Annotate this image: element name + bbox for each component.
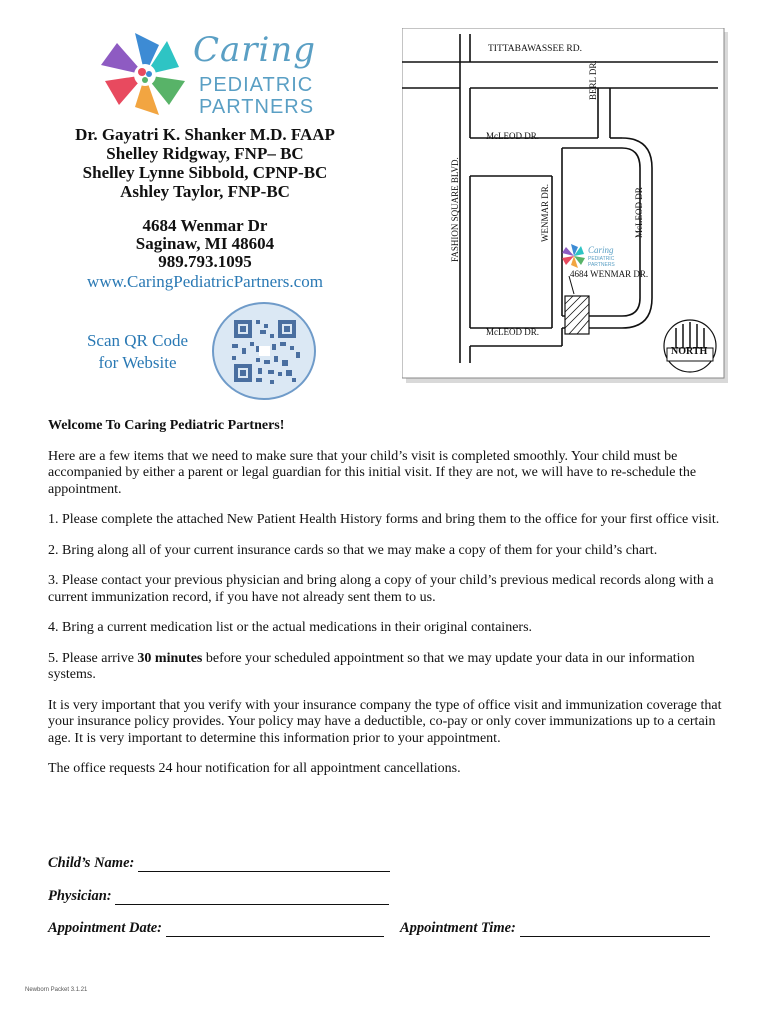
child-name-row	[48, 855, 390, 872]
qr-caption-line-1: Scan QR Code	[86, 331, 189, 350]
physician-field[interactable]	[115, 890, 389, 905]
logo-line-2: PARTNERS	[199, 96, 315, 118]
map-label-tittabawassee: TITTABAWASSEE RD.	[488, 44, 583, 54]
appointment-date-field[interactable]	[166, 922, 384, 937]
map-label-mcleod-right: McLEOD DR	[634, 187, 644, 238]
appointment-date-label: Appointment Date:	[48, 920, 162, 936]
arrival-time: 30 minutes	[137, 650, 203, 666]
intro-paragraph: Here are a few items that we need to make sure that your child’s visit is completed smoothly. Your child must be accompanied by either a parent or legal guardian for this initial visit. If they are not, we will have to re-schedule the appointment.	[48, 448, 697, 497]
provider-name: Dr. Gayatri K. Shanker M.D. FAAP	[75, 125, 335, 144]
qr-code-icon[interactable]	[212, 302, 317, 400]
physician-label: Physician:	[48, 888, 112, 904]
instruction-item: 4. Bring a current medication list or the actual medications in their original containers.	[48, 620, 533, 635]
practice-address	[40, 217, 370, 271]
map-mini-logo-line-1: PEDIATRIC	[588, 256, 615, 262]
item5-pre: 5. Please arrive	[48, 650, 138, 666]
map-label-wenmar: WENMAR DR.	[540, 184, 550, 242]
insurance-paragraph: It is very important that you verify with your insurance company the type of office visit and immunization coverage that your insurance policy provides. Your policy may have a deductible, co-pay or only cover immunizations up to a certain age. It is very important to determine this information prior to your appointment.	[48, 697, 722, 746]
appointment-time-label: Appointment Time:	[400, 920, 516, 936]
child-name-label: Child’s Name:	[48, 855, 135, 871]
map-mini-logo-script: Caring	[588, 245, 614, 255]
logo-script-text: Caring	[193, 30, 317, 70]
pinwheel-icon	[95, 30, 190, 120]
instruction-item	[48, 651, 728, 684]
map-label-mcleod-top: McLEOD DR.	[486, 131, 539, 141]
map-mini-logo-line-2: PARTNERS	[588, 262, 615, 268]
cancellation-paragraph: The office requests 24 hour notification for all appointment cancellations.	[48, 761, 461, 776]
website-link[interactable]: www.CaringPediatricPartners.com	[87, 272, 323, 291]
map-label-fashion-square: FASHION SQUARE BLVD.	[450, 157, 460, 262]
instruction-item: 2. Bring along all of your current insurance cards so that we may make a copy of them for your child’s chart.	[48, 542, 658, 558]
item5-post: before your scheduled appointment so that we may update your data in our information systems.	[48, 650, 695, 682]
appointment-time-row	[400, 920, 710, 937]
appointment-time-field[interactable]	[520, 922, 710, 937]
child-name-field[interactable]	[138, 857, 390, 872]
letter-body	[48, 418, 728, 792]
provider-list	[40, 125, 370, 201]
phone-number: 989.793.1095	[158, 252, 252, 271]
city-state-zip: Saginaw, MI 48604	[135, 234, 275, 253]
welcome-heading: Welcome To Caring Pediatric Partners!	[48, 418, 285, 433]
map-label-mcleod-bottom: McLEOD DR.	[486, 327, 539, 337]
physician-row	[48, 888, 389, 905]
qr-caption-line-2: for Website	[98, 353, 177, 372]
street-address: 4684 Wenmar Dr	[142, 216, 268, 235]
provider-name: Shelley Ridgway, FNP– BC	[106, 144, 304, 163]
appointment-date-row	[48, 920, 384, 937]
logo-line-1: PEDIATRIC	[199, 74, 314, 96]
instruction-item: 3. Please contact your previous physician and bring along a copy of your child’s previous medical records along with a current immunization record, if you have not already sent them to us.	[48, 573, 714, 605]
practice-logo	[95, 30, 317, 120]
provider-name: Shelley Lynne Sibbold, CPNP-BC	[82, 163, 328, 182]
map-compass-label: NORTH	[671, 346, 708, 357]
qr-caption	[70, 330, 205, 374]
footer-note: Newborn Packet 3.1.21	[25, 987, 88, 993]
map-label-berl: BERL DR.	[588, 60, 598, 100]
instruction-item: 1. Please complete the attached New Patient Health History forms and bring them to the office for your first office visit.	[48, 512, 720, 527]
map-location-label: 4684 WENMAR DR.	[570, 269, 649, 279]
provider-name: Ashley Taylor, FNP-BC	[120, 182, 290, 201]
